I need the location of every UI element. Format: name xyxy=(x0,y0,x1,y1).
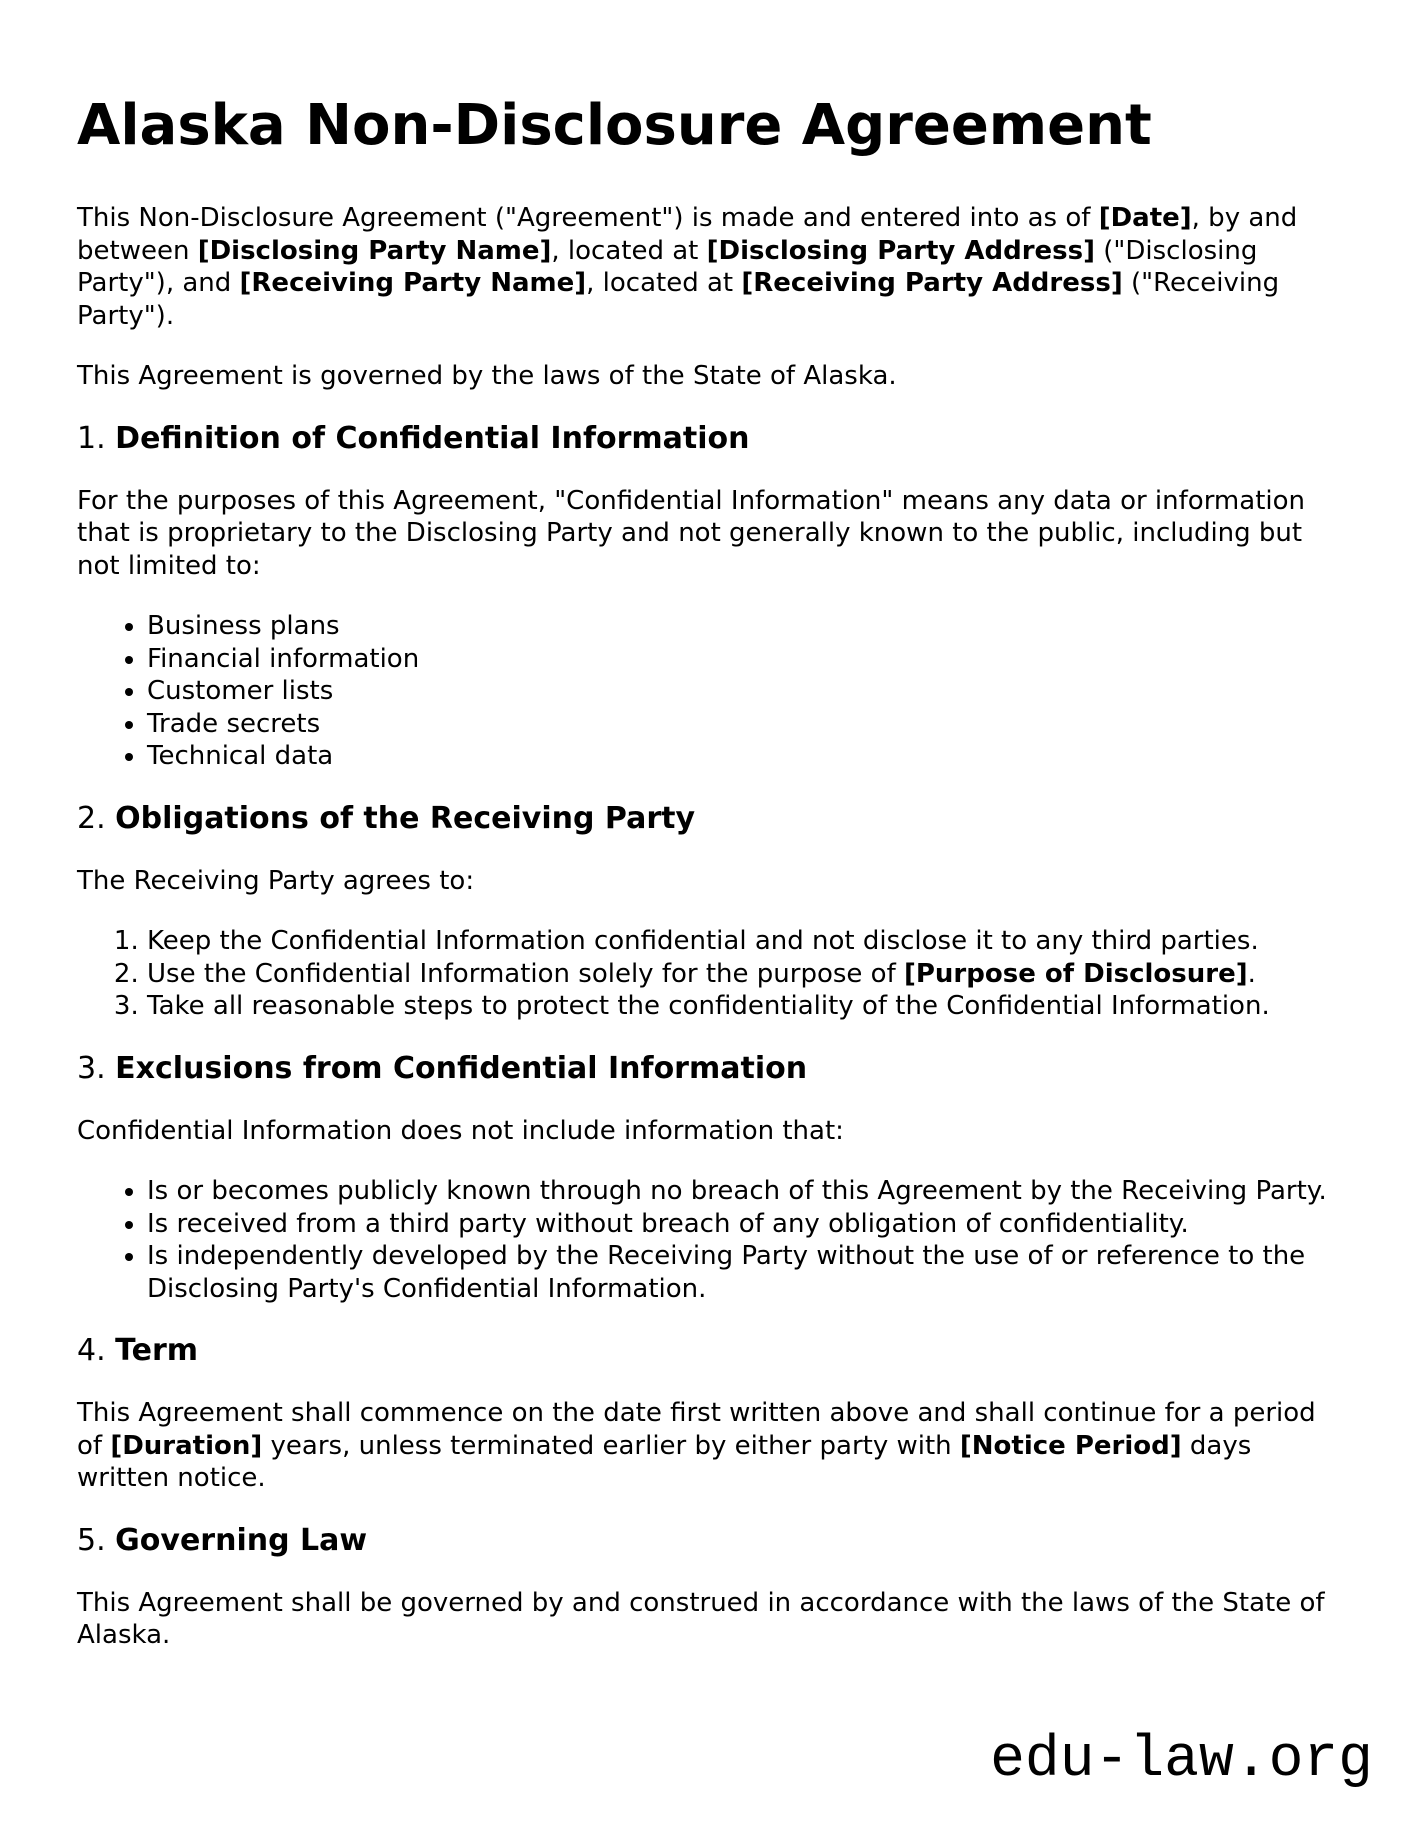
section-title: Term xyxy=(115,1333,199,1369)
list-item: • Is independently developed by the Receiving Party without the use of or reference to the Disclosing Party's Confidential Information. xyxy=(147,1240,1339,1305)
document-title: Alaska Non-Disclosure Agreement xyxy=(77,93,1152,158)
list-item: 3. Take all reasonable steps to protect the confidentiality of the Confidential Information. xyxy=(147,990,1339,1023)
section-heading-governing-law xyxy=(77,1523,1339,1559)
obligations-body-paragraph: The Receiving Party agrees to: xyxy=(77,865,475,896)
section-heading-definition xyxy=(77,421,1339,457)
list-item: 2. Use the Confidential Information solely for the purpose of [Purpose of Disclosure]. xyxy=(147,958,1339,991)
section-number: 5. xyxy=(77,1522,106,1558)
list-item: • Is received from a third party without breach of any obligation of confidentiality. xyxy=(147,1208,1339,1241)
definition-body-paragraph: For the purposes of this Agreement, "Confidential Information" means any data or information that is proprietary to the Disclosing Party and not generally known to the public, including but not limited to: xyxy=(77,485,1305,581)
section-title: Governing Law xyxy=(115,1522,368,1558)
list-item: 1. Keep the Confidential Information confidential and not disclose it to any third parties. xyxy=(147,925,1339,958)
governing-note-paragraph: This Agreement is governed by the laws of the State of Alaska. xyxy=(77,361,897,392)
exclusions-body-paragraph: Confidential Information does not include information that: xyxy=(77,1115,844,1146)
list-item: • Customer lists xyxy=(147,675,1339,708)
section-number: 1. xyxy=(77,420,106,456)
section-number: 2. xyxy=(77,800,106,836)
section-number: 3. xyxy=(77,1050,106,1086)
governing-law-body-paragraph: This Agreement shall be governed by and construed in accordance with the laws of the State of Alaska. xyxy=(77,1587,1325,1651)
confidential-info-types-list xyxy=(77,610,1339,773)
intro-paragraph: This Non-Disclosure Agreement ("Agreement") is made and entered into as of [Date], by and between [Disclosing Party Name], located at [Disclosing Party Address] ("Disclosing Party"), and [Receiving Party Name], located at [Receiving Party Address] ("Receiving Party"). xyxy=(77,203,1298,331)
section-title: Definition of Confidential Information xyxy=(115,420,750,456)
obligations-list xyxy=(77,925,1339,1023)
section-number: 4. xyxy=(77,1333,106,1369)
section-heading-exclusions xyxy=(77,1051,1339,1087)
term-body-paragraph: This Agreement shall commence on the date first written above and shall continue for a period of [Duration] years, unless terminated earlier by either party with [Notice Period] days written notice. xyxy=(77,1398,1316,1494)
section-heading-term xyxy=(77,1333,1339,1369)
site-watermark: edu-law.org xyxy=(990,1728,1373,1793)
section-title: Exclusions from Confidential Information xyxy=(115,1050,808,1086)
list-item: • Financial information xyxy=(147,643,1339,676)
list-item: • Is or becomes publicly known through no breach of this Agreement by the Receiving Party. xyxy=(147,1175,1339,1208)
list-item: • Business plans xyxy=(147,610,1339,643)
list-item: • Technical data xyxy=(147,740,1339,773)
section-heading-obligations xyxy=(77,801,1339,837)
list-item: • Trade secrets xyxy=(147,708,1339,741)
section-title: Obligations of the Receiving Party xyxy=(115,800,696,836)
exclusions-list xyxy=(77,1175,1339,1305)
